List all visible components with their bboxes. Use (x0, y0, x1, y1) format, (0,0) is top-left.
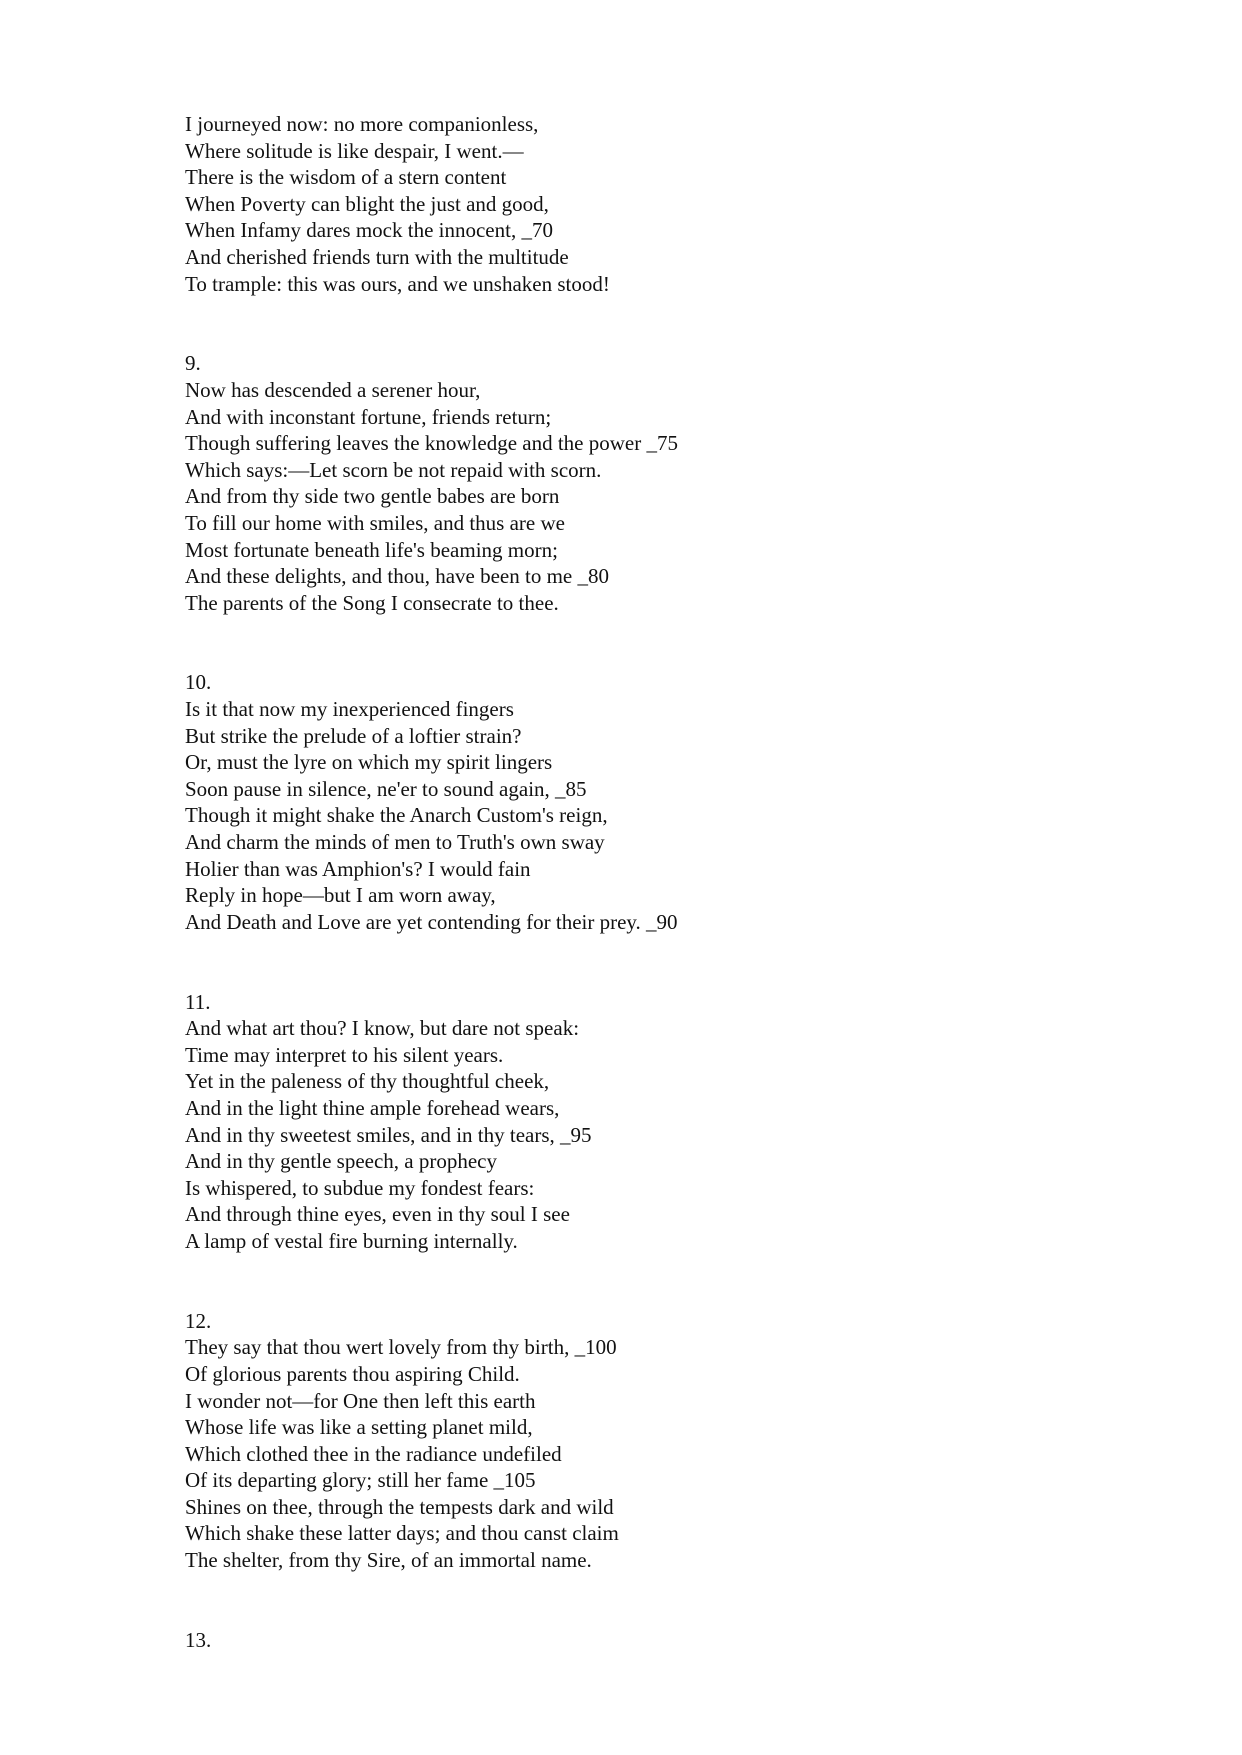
poem-line: And what art thou? I know, but dare not speak: (185, 1016, 580, 1041)
poem-line: The shelter, from thy Sire, of an immortal name. (185, 1548, 592, 1573)
poem-line: Where solitude is like despair, I went.— (185, 138, 524, 163)
stanza-gap (185, 1255, 1185, 1308)
poem-line: Of its departing glory; still her fame _105 (185, 1468, 536, 1493)
poem-line: But strike the prelude of a loftier strain? (185, 723, 522, 748)
poem-line: Reply in hope—but I am worn away, (185, 883, 496, 908)
poem-line: Most fortunate beneath life's beaming morn; (185, 537, 558, 562)
poem-line: And in the light thine ample forehead wears, (185, 1095, 560, 1120)
poem-line: I journeyed now: no more companionless, (185, 112, 539, 136)
poem-line: They say that thou wert lovely from thy birth, _100 (185, 1335, 617, 1360)
stanza-number: 13. (185, 1627, 212, 1652)
poem-line: And in thy sweetest smiles, and in thy tears, _95 (185, 1122, 592, 1147)
stanza (185, 1308, 1185, 1574)
stanza (185, 989, 1185, 1255)
stanza (185, 111, 1185, 297)
poem-text (185, 111, 1185, 1653)
poem-line: And with inconstant fortune, friends return; (185, 404, 552, 429)
poem-line: To trample: this was ours, and we unshaken stood! (185, 271, 610, 296)
stanza-gap (185, 616, 1185, 669)
stanza-gap (185, 1574, 1185, 1627)
poem-line: Holier than was Amphion's? I would fain (185, 856, 531, 881)
stanza-number: 10. (185, 670, 212, 695)
stanza-gap (185, 935, 1185, 988)
poem-line: When Poverty can blight the just and good, (185, 191, 549, 216)
stanza-number: 9. (185, 351, 201, 376)
poem-line: And cherished friends turn with the multitude (185, 244, 569, 269)
poem-line: Yet in the paleness of thy thoughtful cheek, (185, 1069, 550, 1094)
poem-line: To fill our home with smiles, and thus are we (185, 510, 565, 535)
poem-line: Time may interpret to his silent years. (185, 1042, 504, 1067)
poem-line: Is whispered, to subdue my fondest fears: (185, 1175, 535, 1200)
poem-line: I wonder not—for One then left this earth (185, 1388, 536, 1413)
poem-line: And charm the minds of men to Truth's own sway (185, 830, 605, 855)
poem-line: Which says:—Let scorn be not repaid with scorn. (185, 457, 602, 482)
poem-line: There is the wisdom of a stern content (185, 165, 507, 190)
poem-line: Whose life was like a setting planet mild, (185, 1415, 533, 1440)
poem-line: Though it might shake the Anarch Custom's reign, (185, 803, 608, 828)
poem-line: And through thine eyes, even in thy soul I see (185, 1202, 570, 1227)
poem-line: Though suffering leaves the knowledge and the power _75 (185, 431, 678, 456)
poem-line: Or, must the lyre on which my spirit lingers (185, 750, 553, 775)
poem-line: Shines on thee, through the tempests dark and wild (185, 1494, 614, 1519)
poem-line: Now has descended a serener hour, (185, 377, 481, 402)
poem-line: The parents of the Song I consecrate to thee. (185, 590, 559, 615)
poem-line: And in thy gentle speech, a prophecy (185, 1149, 497, 1174)
stanza (185, 350, 1185, 616)
poem-line: Which clothed thee in the radiance undefiled (185, 1441, 562, 1466)
stanza-number: 11. (185, 989, 211, 1014)
stanza (185, 669, 1185, 935)
poem-line: A lamp of vestal fire burning internally. (185, 1228, 518, 1253)
stanza (185, 1627, 1185, 1654)
poem-line: Of glorious parents thou aspiring Child. (185, 1361, 520, 1386)
poem-line: When Infamy dares mock the innocent, _70 (185, 218, 553, 243)
poem-line: And these delights, and thou, have been to me _80 (185, 564, 609, 589)
stanza-gap (185, 297, 1185, 350)
poem-line: And Death and Love are yet contending for their prey. _90 (185, 909, 678, 934)
stanza-number: 12. (185, 1308, 212, 1333)
poem-line: Is it that now my inexperienced fingers (185, 697, 514, 722)
poem-line: Soon pause in silence, ne'er to sound again, _85 (185, 776, 587, 801)
poem-line: And from thy side two gentle babes are born (185, 484, 560, 509)
poem-line: Which shake these latter days; and thou canst claim (185, 1521, 619, 1546)
